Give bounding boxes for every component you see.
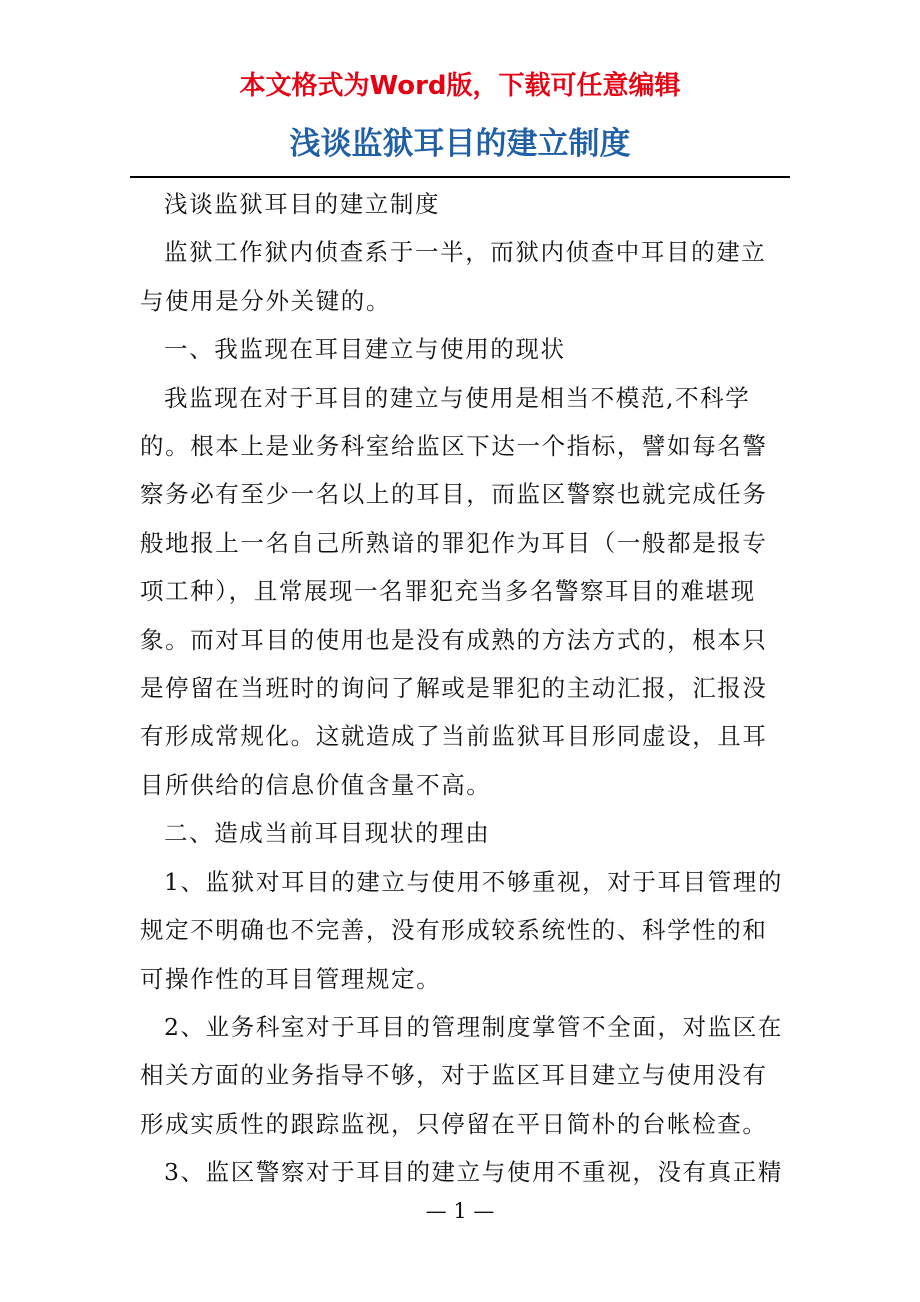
section-heading-2: 二、造成当前耳目现状的理由 [164,819,491,848]
paragraph-reason-2: 2、业务科室对于耳目的管理制度掌管不全面，对监区在相关方面的业务指导不够，对于监区耳目建立与使用没有形成实质性的跟踪监视，只停留在平日简朴的台帐检查。 [140,1012,783,1138]
paragraph-title-repeat: 浅谈监狱耳目的建立制度 [164,190,441,218]
section-heading-1: 一、我监现在耳目建立与使用的现状 [164,335,566,364]
document-body [140,180,784,1197]
document-title: 浅谈监狱耳目的建立制度 [289,126,631,162]
download-banner: 本文格式为Word版，下载可任意编辑 [239,71,681,101]
paragraph-intro: 监狱工作狱内侦查系于一半，而狱内侦查中耳目的建立与使用是分外关键的。 [140,238,767,315]
paragraph-current-status: 我监现在对于耳目的建立与使用是相当不模范,不科学的。根本上是业务科室给监区下达一个指标，譬如每名警察务必有至少一名以上的耳目，而监区警察也就完成任务般地报上一名自己所熟谙的罪犯作为耳目（一般都是报专项工种），且常展现一名罪犯充当多名警察耳目的难堪现象。而对耳目的使用也是没有成熟的方法方式的，根本只是停留在当班时的询问了解或是罪犯的主动汇报，汇报没有形成常规化。这就造成了当前监狱耳目形同虚设，且耳目所供给的信息价值含量不高。 [140,383,768,799]
page-number: — 1 — [425,1199,495,1223]
paragraph-reason-3: 3、监区警察对于耳目的建立与使用不重视，没有真正精 [164,1158,783,1187]
paragraph-reason-1: 1、监狱对耳目的建立与使用不够重视，对于耳目管理的规定不明确也不完善，没有形成较系统性的、科学性的和可操作性的耳目管理规定。 [140,867,783,993]
title-divider [130,176,790,178]
